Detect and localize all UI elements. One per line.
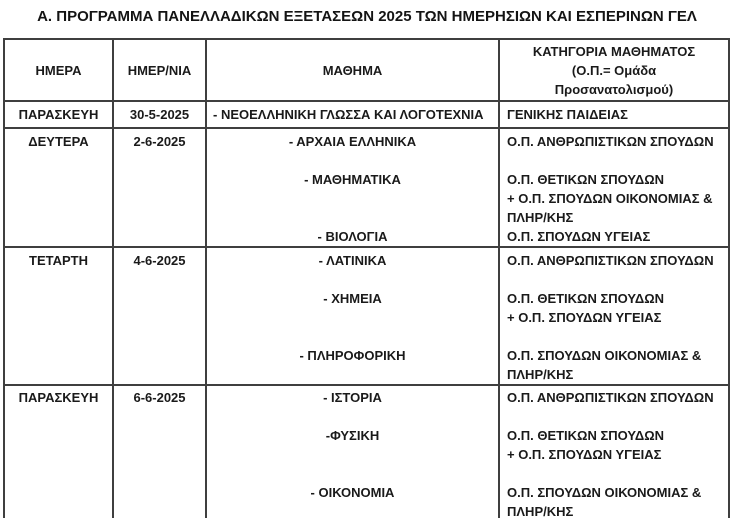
category-line: + Ο.Π. ΣΠΟΥΔΩΝ ΥΓΕΙΑΣ: [507, 310, 662, 325]
category-line: Ο.Π. ΣΠΟΥΔΩΝ ΟΙΚΟΝΟΜΙΑΣ &: [507, 485, 702, 500]
day-label: ΠΑΡΑΣΚΕΥΗ: [18, 390, 99, 405]
date-cell: [113, 247, 206, 385]
day-label: ΔΕΥΤΕΡΑ: [28, 134, 89, 149]
subject-line: [207, 407, 498, 426]
category-cell: [499, 385, 729, 518]
table-row: [4, 247, 729, 385]
date-cell: [113, 101, 206, 128]
category-line: [507, 151, 728, 170]
category-line: ΓΕΝΙΚΗΣ ΠΑΙΔΕΙΑΣ: [507, 107, 628, 122]
category-line: ΠΛΗΡ/ΚΗΣ: [507, 210, 574, 225]
exam-schedule-table: [3, 38, 730, 518]
subject-cell: [206, 128, 499, 247]
category-line: Ο.Π. ΘΕΤΙΚΩΝ ΣΠΟΥΔΩΝ: [507, 428, 665, 443]
subject-cell: [206, 101, 499, 128]
category-cell: [499, 101, 729, 128]
date-label: 2-6-2025: [133, 134, 186, 149]
subject-line: [207, 208, 498, 227]
category-line: Ο.Π. ΣΠΟΥΔΩΝ ΟΙΚΟΝΟΜΙΑΣ &: [507, 348, 702, 363]
category-header-line: (Ο.Π.= Ομάδα: [571, 62, 657, 78]
category-line: ΠΛΗΡ/ΚΗΣ: [507, 367, 574, 382]
day-label: ΤΕΤΑΡΤΗ: [29, 253, 88, 268]
date-cell: [113, 385, 206, 518]
day-label: ΠΑΡΑΣΚΕΥΗ: [18, 107, 99, 122]
subject-line: [207, 189, 498, 208]
day-cell: [4, 247, 113, 385]
subject-line: - ΛΑΤΙΝΙΚΑ: [318, 253, 387, 268]
date-label: 6-6-2025: [133, 390, 186, 405]
subject-cell: [206, 385, 499, 518]
category-line: Ο.Π. ΑΝΘΡΩΠΙΣΤΙΚΩΝ ΣΠΟΥΔΩΝ: [507, 253, 714, 268]
category-line: Ο.Π. ΑΝΘΡΩΠΙΣΤΙΚΩΝ ΣΠΟΥΔΩΝ: [507, 390, 714, 405]
category-cell: [499, 247, 729, 385]
subject-line: [207, 151, 498, 170]
date-label: 4-6-2025: [133, 253, 186, 268]
subject-line: - ΝΕΟΕΛΛΗΝΙΚΗ ΓΛΩΣΣΑ ΚΑΙ ΛΟΓΟΤΕΧΝΙΑ: [213, 107, 484, 122]
subject-line: - ΙΣΤΟΡΙΑ: [323, 390, 382, 405]
subject-line: [207, 445, 498, 464]
category-line: [507, 327, 728, 346]
category-line: Ο.Π. ΑΝΘΡΩΠΙΣΤΙΚΩΝ ΣΠΟΥΔΩΝ: [507, 134, 714, 149]
subject-line: [207, 365, 498, 384]
table-row: [4, 101, 729, 128]
subject-line: - ΧΗΜΕΙΑ: [323, 291, 382, 306]
subject-line: - ΑΡΧΑΙΑ ΕΛΛΗΝΙΚΑ: [288, 134, 417, 149]
day-cell: [4, 128, 113, 247]
column-header-subject: ΜΑΘΗΜΑ: [206, 39, 499, 101]
date-cell: [113, 128, 206, 247]
page-title: Α. ΠΡΟΓΡΑΜΜΑ ΠΑΝΕΛΛΑΔΙΚΩΝ ΕΞΕΤΑΣΕΩΝ 2025 ΤΩΝ ΗΜΕΡΗΣΙΩΝ ΚΑΙ ΕΣΠΕΡΙΝΩΝ ΓΕΛ: [37, 8, 697, 25]
subject-line: - ΜΑΘΗΜΑΤΙΚΑ: [304, 172, 401, 187]
category-cell: [499, 128, 729, 247]
table-row: [4, 385, 729, 518]
category-header-line: ΚΑΤΗΓΟΡΙΑ ΜΑΘΗΜΑΤΟΣ: [532, 43, 696, 59]
category-line: [507, 270, 728, 289]
category-header-line: Προσανατολισμού): [554, 81, 674, 97]
category-line: [507, 407, 728, 426]
category-line: [507, 464, 728, 483]
column-header-category: [499, 39, 729, 101]
subject-line: [207, 308, 498, 327]
category-line: Ο.Π. ΣΠΟΥΔΩΝ ΥΓΕΙΑΣ: [507, 229, 651, 244]
subject-line: - ΠΛΗΡΟΦΟΡΙΚΗ: [299, 348, 406, 363]
category-line: Ο.Π. ΘΕΤΙΚΩΝ ΣΠΟΥΔΩΝ: [507, 291, 665, 306]
subject-cell: [206, 247, 499, 385]
subject-line: -ΦΥΣΙΚΗ: [325, 428, 380, 443]
table-row: [4, 128, 729, 247]
column-header-date: ΗΜΕΡ/ΝΙΑ: [113, 39, 206, 101]
subject-line: [207, 464, 498, 483]
category-line: ΠΛΗΡ/ΚΗΣ: [507, 504, 574, 518]
category-line: + Ο.Π. ΣΠΟΥΔΩΝ ΟΙΚΟΝΟΜΙΑΣ &: [507, 191, 713, 206]
column-header-day: ΗΜΕΡΑ: [4, 39, 113, 101]
table-header-row: [4, 39, 729, 101]
subject-line: [207, 270, 498, 289]
day-cell: [4, 101, 113, 128]
date-label: 30-5-2025: [129, 107, 190, 122]
subject-line: - ΟΙΚΟΝΟΜΙΑ: [310, 485, 395, 500]
subject-line: [207, 502, 498, 518]
category-line: Ο.Π. ΘΕΤΙΚΩΝ ΣΠΟΥΔΩΝ: [507, 172, 665, 187]
subject-line: - ΒΙΟΛΟΓΙΑ: [317, 229, 388, 244]
category-line: + Ο.Π. ΣΠΟΥΔΩΝ ΥΓΕΙΑΣ: [507, 447, 662, 462]
day-cell: [4, 385, 113, 518]
subject-line: [207, 327, 498, 346]
